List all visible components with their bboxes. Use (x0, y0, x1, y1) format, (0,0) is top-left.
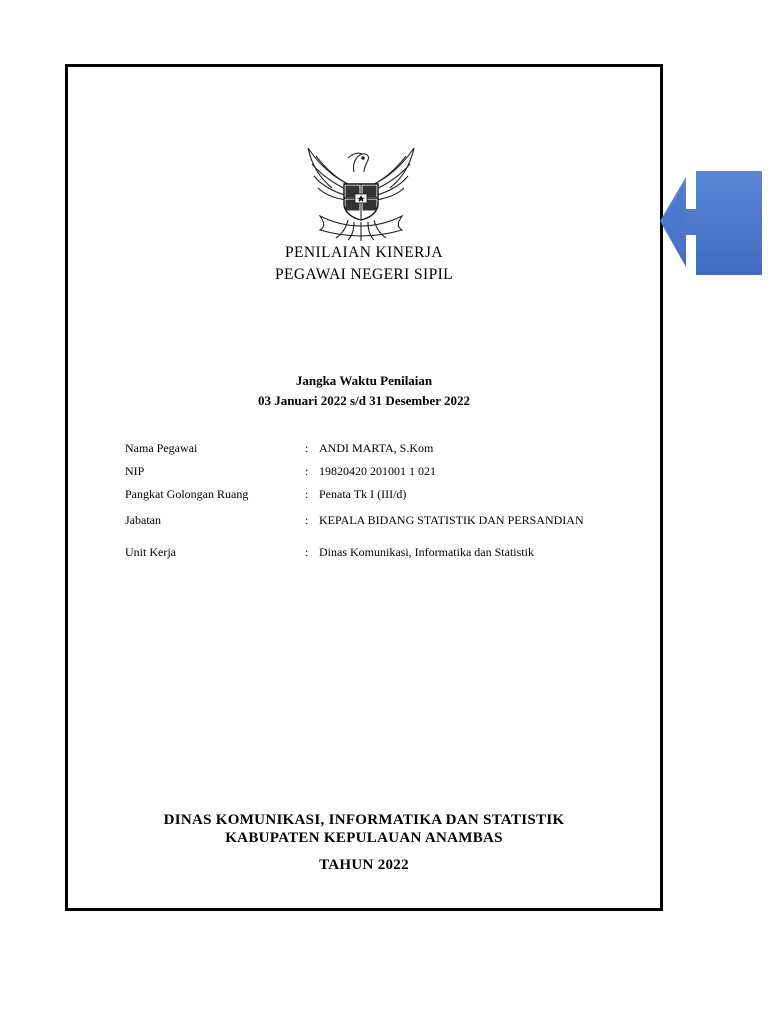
document-title-line-1: PENILAIAN KINERJA (285, 244, 443, 261)
field-label: Nama Pegawai (125, 441, 198, 455)
field-separator: : (305, 513, 309, 527)
field-separator: : (305, 441, 309, 455)
left-arrow-callout-icon[interactable] (660, 171, 762, 275)
field-label: Unit Kerja (125, 545, 176, 559)
garuda-emblem-icon (302, 142, 420, 242)
field-label: Pangkat Golongan Ruang (125, 487, 249, 501)
footer-regency-name: KABUPATEN KEPULAUAN ANAMBAS (225, 830, 503, 846)
assessment-period-label: Jangka Waktu Penilaian (295, 373, 433, 388)
field-separator: : (305, 487, 309, 501)
footer-year: TAHUN 2022 (319, 857, 409, 873)
field-value: ANDI MARTA, S.Kom (319, 441, 434, 455)
field-label: NIP (125, 464, 145, 478)
field-value: KEPALA BIDANG STATISTIK DAN PERSANDIAN (319, 513, 584, 527)
field-label: Jabatan (125, 513, 161, 527)
field-value: Dinas Komunikasi, Informatika dan Statistik (319, 545, 534, 559)
field-separator: : (305, 545, 309, 559)
field-value: 19820420 201001 1 021 (319, 464, 436, 478)
field-value: Penata Tk I (III/d) (319, 487, 407, 501)
field-separator: : (305, 464, 309, 478)
footer-agency-name: DINAS KOMUNIKASI, INFORMATIKA DAN STATISTIK (163, 812, 565, 828)
document-title-line-2: PEGAWAI NEGERI SIPIL (274, 266, 454, 283)
assessment-period-range: 03 Januari 2022 s/d 31 Desember 2022 (257, 393, 471, 408)
